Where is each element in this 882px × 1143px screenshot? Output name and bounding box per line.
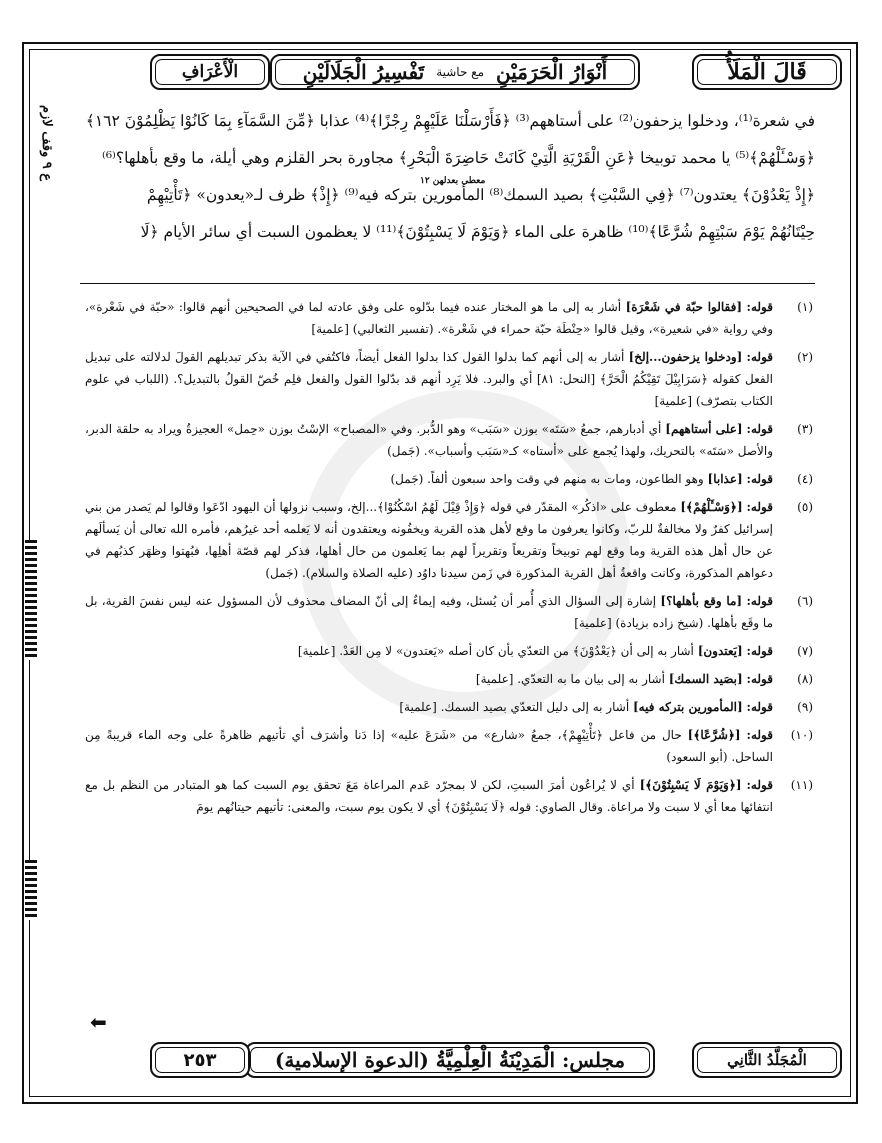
footnote-lemma: [ودخلوا يزحفون...إلخ] — [628, 350, 743, 364]
footnotes — [85, 296, 813, 824]
footnote-text: أي لا يُراعُون أمرَ السبتِ، لكن لا بمجرّد عَدم المراعاة مَعَ تحقق يوم السبت كما هو المتبادر من النظم بل مع انتفائها معا أي لا سبت ولا مراعاة. وقال الصاوي: قوله ﴿لَا يَسْبِتُوْنَ﴾ أي لا يكون يوم سبت، والمعنى: تأتيهم حيتانُهم يومَ — [85, 778, 773, 814]
footnote-number: (٦) — [797, 594, 813, 608]
book-title-right: تَفْسِيرُ الْجَلَالَيْنِ — [302, 60, 425, 84]
quran-ref-note: معطى بعدلهن ١٢ — [420, 176, 486, 186]
footnote-qawl: قوله: — [746, 300, 773, 314]
margin-note: ع ٩ وقف لازم — [39, 105, 54, 182]
quran-line: في شعرة⁽¹⁾، ودخلوا يزحفون⁽²⁾ على أستاههم⁽³⁾ ﴿فَأَرْسَلْنَا عَلَيْهِمْ رِجْزًا﴾⁽⁴⁾ عذابا ﴿مِّنَ السَّمَآءِ بِمَا كَانُوْا يَظْلِمُوْنَ ١٦٢﴾ — [85, 112, 815, 130]
footnote-lemma: [فقالوا حبّة في شَعْرَة] — [625, 300, 743, 314]
page-header — [40, 54, 842, 94]
footnote-qawl: قوله: — [746, 778, 773, 792]
footnote-lemma: [﴿وَيَوْمَ لَا يَسْبِتُوْنَ﴾] — [639, 778, 742, 792]
footnote — [85, 590, 813, 634]
footnote — [85, 724, 813, 768]
footnote-text: حال من فاعل ﴿تَأْتِيْهِمْ﴾، جمعُ «شارع» من «شَرَعَ عليه» إذا دَنا وأشرَف أي تأتيهم ظاهرةً على وجه الماء قريبةً مِن الساحل. (أبو السعود) — [85, 728, 773, 764]
footnote-text: أشار به إلى ما هو المختار عنده فيما بدّلوه على وفق عادته لما في الصحيحين أنهم قالوا: «حبّة في شَعْرة»، وفي رواية «في شعيرة»، وقيل قالوا «حِنْطَة حبّة حمراء في شَعْرة». (تفسير الثعالبي) [علمية] — [85, 300, 773, 336]
quran-line: حِيْتَانُهُمْ يَوْمَ سَبْتِهِمْ شُرَّعًا﴾⁽¹⁰⁾ ظاهرة على الماء ﴿وَيَوْمَ لَا يَسْبِتُوْنَ﴾⁽¹¹⁾ لا يعظمون السبت أي سائر الأيام ﴿لَا — [140, 223, 815, 241]
side-ornament-lower — [25, 860, 37, 920]
footnote-text: إشارة إلى السؤال الذي أُمر أن يُسئل، وفيه إيماءٌ إلى أنّ المضاف محذوف لأن المسؤول عنه ليس نفسَ القرية، بل ما وقَع بأهلها. (شيخ زاده بزيادة) [علمية] — [85, 594, 773, 630]
footnote — [85, 468, 813, 490]
footnote-lemma: [المأمورين بتركه فيه] — [632, 700, 743, 714]
volume-label: الْمُجَلَّدُ الثَّانِي — [692, 1042, 842, 1078]
footnote — [85, 496, 813, 584]
book-title — [270, 54, 640, 90]
footnote-number: (٩) — [797, 700, 813, 714]
footnote-qawl: قوله: — [746, 672, 773, 686]
footnote-qawl: قوله: — [746, 350, 774, 364]
page-footer — [40, 1042, 842, 1082]
footnote-text: أشار به إلى بيان ما به التعدّي. [علمية] — [475, 672, 665, 686]
footnote-number: (٥) — [797, 500, 813, 514]
surah-title: الْأَعْرَافِ — [150, 54, 270, 90]
page-number: ٢٥٣ — [150, 1042, 250, 1078]
footnote-number: (٨) — [797, 672, 813, 686]
footnote-number: (٧) — [797, 644, 813, 658]
footnote-qawl: قوله: — [746, 644, 773, 658]
footnote-number: (١١) — [790, 778, 813, 792]
footnote-qawl: قوله: — [746, 728, 773, 742]
footnote-lemma: [يَعتدون] — [697, 644, 743, 658]
book-title-left: أَنْوَارُ الْحَرَمَيْنِ — [496, 60, 608, 84]
footnote-lemma: [بصَيد السمك] — [668, 672, 743, 686]
footnote — [85, 640, 813, 662]
quran-line: ﴿وَسْـَٔلْهُمْ﴾⁽⁵⁾ يا محمد توبيخا ﴿عَنِ الْقَرْيَةِ الَّتِيْ كَانَتْ حَاضِرَةَ الْبَحْرِ﴾ مجاورة بحر القلزم وهي أيلة، ما وقع بأهلها؟⁽⁶⁾ — [102, 149, 815, 167]
publisher-label: مجلس: الْمَدِيْنَةُ الْعِلْمِيَّةُ (الدعوة الإسلامية) — [245, 1042, 655, 1078]
continue-arrow-icon: ⬅ — [90, 1010, 107, 1034]
footnote-lemma: [﴿شُرَّعًا﴾] — [687, 728, 741, 742]
footnote-qawl: قوله: — [746, 594, 773, 608]
footnote-number: (٤) — [797, 472, 813, 486]
footnote-lemma: [ما وقع بأهلها؟] — [660, 594, 743, 608]
footnote-lemma: [عذابا] — [707, 472, 743, 486]
footnote-number: (٢) — [797, 350, 813, 364]
footnote — [85, 774, 813, 818]
footnote-text: وهو الطاعون، ومات به منهم في وقت واحد سبعون ألفاً. (جَمل) — [390, 472, 704, 486]
footnote — [85, 696, 813, 718]
footnote — [85, 296, 813, 340]
footnote-text: أشار به إلى أن ﴿يَعْدُوْنَ﴾ من التعدّي بأن كان أصله «يَعتدون» لا مِن العَدْ. [علمية] — [297, 644, 694, 658]
footnote-text: معطوف على «اذكُر» المقدّر في قوله ﴿وَإِذْ قِيْلَ لَهُمُ اسْكُنُوْا﴾...إلخ، وسبب نزولها أن اليهود ادّعَوا وقالوا لم يَصدر من بني إسرائيل كفرٌ ولا مخالفةٌ للربّ، وكانوا يعرفون ما وقع لأهل هذه القرية ويخفُونه ويعتقدون أنه لا يَعلمه أحد غيرُهم، فأمره الله تعالى أن يَسألَهم عن حال أهل هذه القرية وما وقع لهم توبيخاً وتقريعاً وتقريراً لهم بما يَعلمون من حال أهلها، فذكر لهم قصّة أهلِها، فبُهتوا وظهَر كذبُهم في دعواهم المذكورة، وكانت واقعةُ أهل القرية المذكورة في زَمن سيدنا داوُد (عليه الصلاة والسلام). (جَمل) — [85, 500, 773, 580]
footnote — [85, 346, 813, 412]
book-title-separator: مع حاشية — [436, 65, 484, 79]
footnote-qawl: قوله: — [746, 500, 773, 514]
footnote-qawl: قوله: — [746, 422, 773, 436]
footnote-number: (١) — [797, 300, 813, 314]
footnote-text: أشار به إلى أنهم كما بدلوا القول كذا بدلوا الفعل أيضاً، فاكتُفي في الآية بذكر تبديلهم القولَ لدلالته على تبديل الفعل كقوله ﴿سَرَابِيْلَ تَقِيْكُمُ الْحَرَّ﴾ [النحل: ٨١] أي والبرد. فلا يَرِد أنهم قد بدّلوا القول والفعل فلِم خُصّ القولُ بالتبديل؟. (اللباب في علوم الكتاب بتصرّف) [علمية] — [85, 350, 773, 408]
side-ornament — [25, 540, 37, 660]
footnote-qawl: قوله: — [746, 700, 773, 714]
juz-title: قَالَ الْمَلَأُ — [692, 54, 842, 90]
separator-rule — [80, 283, 815, 284]
footnote-text: أشار به إلى دليل التعدّي بصيد السمك. [علمية] — [399, 700, 630, 714]
footnote-lemma: [﴿وَسْـَٔلْهُمْ﴾] — [680, 500, 743, 514]
footnote-number: (١٠) — [790, 728, 813, 742]
footnote-number: (٣) — [797, 422, 813, 436]
footnote-lemma: [على أستاههم] — [665, 422, 743, 436]
quran-line-text: ﴿إِذْ يَعْدُوْنَ﴾ يعتدون⁽⁷⁾ ﴿فِي السَّبْتِ﴾ بصيد السمك⁽⁸⁾ المأمورين بتركه فيه⁽⁹⁾ ﴿إِذْ﴾ ظرف لـ«يعدون» ﴿تَأْتِيْهِمْ — [146, 186, 815, 204]
footnote-text: أي أدبارهم، جمعُ «سَتَه» بوزن «سَبَب» وهو الدُّبر. وفي «المصباح» الإسْتُ بوزن «حِمل» العجيزةُ ويراد به حلقة الدبر، والأصل «سَتَه» بالتحريك، ولهذا يُجمع على «أستاه» كـ«سَبَب وأسباب». (جَمل) — [85, 422, 773, 458]
footnote-qawl: قوله: — [746, 472, 773, 486]
footnote — [85, 668, 813, 690]
footnote — [85, 418, 813, 462]
